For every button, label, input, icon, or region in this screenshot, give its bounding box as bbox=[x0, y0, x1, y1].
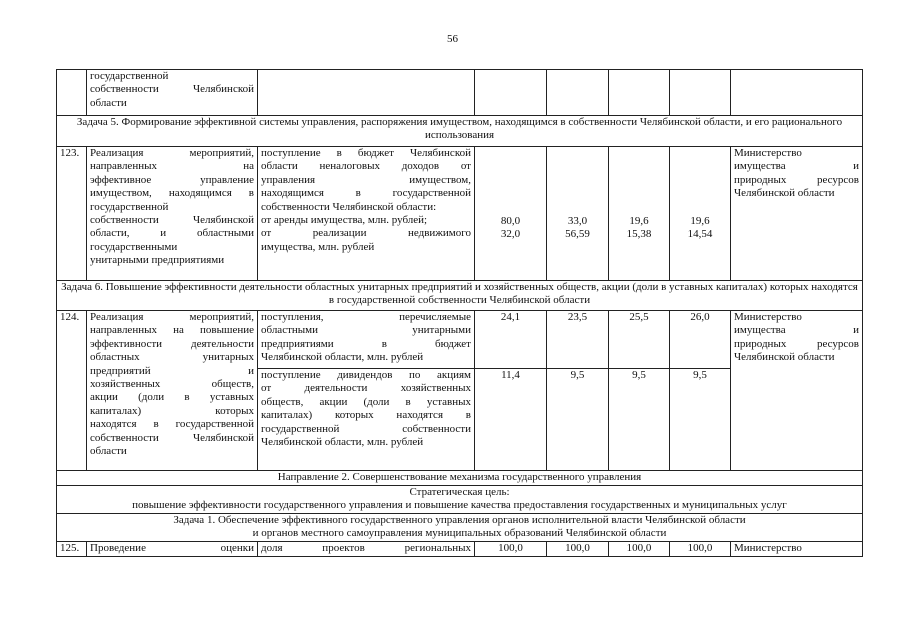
direction-2-row bbox=[57, 471, 863, 486]
value-cell: 100,0 bbox=[475, 542, 547, 557]
task-6-row bbox=[57, 281, 863, 311]
task-1-row bbox=[57, 514, 863, 542]
text-line: акции (доли в уставных bbox=[90, 391, 254, 404]
task-6-heading: Задача 6. Повышение эффективности деятельности областных унитарных предприятий и хозяйственных обществ, акции (доли в уставных капиталах) которых находятся в государственной собственности Челябинской области bbox=[57, 281, 863, 311]
text-line: предприятий и bbox=[90, 364, 254, 377]
executor-cell bbox=[731, 147, 863, 281]
value-cell: 24,1 bbox=[475, 311, 547, 369]
indicator-cell: доля проектов региональных bbox=[258, 542, 475, 557]
text-line: собственности Челябинской bbox=[90, 431, 254, 444]
table-row-125 bbox=[57, 542, 863, 557]
text-line: Челябинской области bbox=[734, 351, 835, 364]
text-line: от аренды имущества, млн. рублей; bbox=[261, 214, 428, 227]
activity-cell bbox=[87, 70, 258, 116]
value-cell: 23,5 bbox=[547, 311, 609, 369]
text-line: направленных на повышение bbox=[90, 324, 254, 337]
value-cell: 11,4 bbox=[475, 369, 547, 471]
text-line: имущества и bbox=[734, 324, 859, 337]
text-line: находящимся в государственной bbox=[261, 187, 471, 200]
text-line: природных ресурсов bbox=[734, 173, 859, 186]
value-cell: 80,0 32,0 bbox=[475, 147, 547, 281]
text-line: от реализации недвижимого bbox=[261, 227, 471, 240]
text-line: поступление дивидендов по акциям bbox=[261, 369, 471, 381]
text-line: эффективности деятельности bbox=[90, 337, 254, 350]
text-line: государственной bbox=[90, 200, 169, 213]
text-line: хозяйственных обществ, bbox=[90, 378, 254, 391]
text-line: находятся в государственной bbox=[90, 418, 254, 431]
text-line: капиталах) которых находятся в bbox=[261, 409, 471, 422]
indicator-cell bbox=[258, 311, 475, 369]
row-number: 123. bbox=[57, 147, 87, 281]
text-line: области bbox=[90, 445, 127, 458]
text-line: собственности Челябинской bbox=[90, 83, 254, 96]
table-row-124 bbox=[57, 311, 863, 369]
text-line: областными унитарными bbox=[261, 324, 471, 337]
activity-cell bbox=[87, 147, 258, 281]
text-line: государственной собственности bbox=[261, 422, 471, 435]
value-cell: 9,5 bbox=[547, 369, 609, 471]
strategic-goal-cell bbox=[57, 486, 863, 514]
text-line: предприятиями в бюджет bbox=[261, 337, 471, 350]
text-line: области bbox=[90, 96, 127, 109]
text-line: Реализация мероприятий, bbox=[90, 147, 254, 159]
text-line: Министерство bbox=[734, 147, 802, 159]
value-cell: 19,6 14,54 bbox=[670, 147, 731, 281]
text-line: Челябинской области bbox=[734, 187, 835, 200]
text-line: имущества и bbox=[734, 160, 859, 173]
text-line: поступление в бюджет Челябинской bbox=[261, 147, 471, 159]
text-line: управления имуществом, bbox=[261, 173, 471, 186]
text-line: обществ, акции (доли в уставных bbox=[261, 395, 471, 408]
indicator-cell bbox=[258, 369, 475, 471]
text-line: государственной bbox=[90, 70, 169, 82]
task-1-line2: и органов местного самоуправления муниципальных образований Челябинской области bbox=[252, 527, 667, 540]
task-1-line1: Задача 1. Обеспечение эффективного государственного управления органов исполнительной власти Челябинской области bbox=[173, 514, 746, 526]
task-5-heading: Задача 5. Формирование эффективной системы управления, распоряжения имуществом, находящимся в собственности Челябинской области, и его рационального использования bbox=[57, 116, 863, 147]
text-line: собственности Челябинской bbox=[90, 214, 254, 227]
value-cell: 100,0 bbox=[670, 542, 731, 557]
direction-2-heading: Направление 2. Совершенствование механизма государственного управления bbox=[57, 471, 863, 486]
text-line: собственности Челябинской области: bbox=[261, 200, 437, 213]
task-1-heading bbox=[57, 514, 863, 542]
page-number: 56 bbox=[447, 33, 458, 45]
row-number: 125. bbox=[57, 542, 87, 557]
activity-cell bbox=[87, 311, 258, 471]
text-line: капиталах) которых bbox=[90, 404, 254, 417]
value-cell: 33,0 56,59 bbox=[547, 147, 609, 281]
text-line: имуществом, находящимся в bbox=[90, 187, 254, 200]
executor-cell: Министерство bbox=[731, 542, 863, 557]
strategic-goal-title: Стратегическая цель: bbox=[409, 486, 510, 498]
text-line: имущества, млн. рублей bbox=[261, 240, 375, 253]
text-line: направленных на bbox=[90, 160, 254, 173]
text-line: Челябинской области, млн. рублей bbox=[261, 436, 424, 449]
strategic-goal-text: повышение эффективности государственного управления и повышение качества предоставления государственных и муниципальных услуг bbox=[132, 499, 787, 512]
text-line: Министерство bbox=[734, 311, 802, 323]
text-line: унитарными предприятиями bbox=[90, 254, 225, 267]
text-line: области неналоговых доходов от bbox=[261, 160, 471, 173]
text-line: государственными bbox=[90, 240, 178, 253]
task-5-row bbox=[57, 116, 863, 147]
text-line: от деятельности хозяйственных bbox=[261, 382, 471, 395]
value-cell: 26,0 bbox=[670, 311, 731, 369]
text-line: области, и областными bbox=[90, 227, 254, 240]
value-cell: 100,0 bbox=[547, 542, 609, 557]
activity-cell: Проведение оценки bbox=[87, 542, 258, 557]
table-row-continued bbox=[57, 70, 863, 116]
value-cell: 25,5 bbox=[609, 311, 670, 369]
program-table bbox=[56, 69, 863, 557]
text-line: Челябинской области, млн. рублей bbox=[261, 351, 424, 364]
value-cell: 9,5 bbox=[670, 369, 731, 471]
text-line: поступления, перечисляемые bbox=[261, 311, 471, 323]
table-row-123 bbox=[57, 147, 863, 281]
value-cell: 100,0 bbox=[609, 542, 670, 557]
text-line: Реализация мероприятий, bbox=[90, 311, 254, 323]
executor-cell bbox=[731, 311, 863, 471]
value-cell: 19,6 15,38 bbox=[609, 147, 670, 281]
row-number: 124. bbox=[57, 311, 87, 471]
text-line: эффективное управление bbox=[90, 173, 254, 186]
value-cell: 9,5 bbox=[609, 369, 670, 471]
text-line: природных ресурсов bbox=[734, 337, 859, 350]
text-line: областных унитарных bbox=[90, 351, 254, 364]
strategic-goal-row bbox=[57, 486, 863, 514]
indicator-cell bbox=[258, 147, 475, 281]
